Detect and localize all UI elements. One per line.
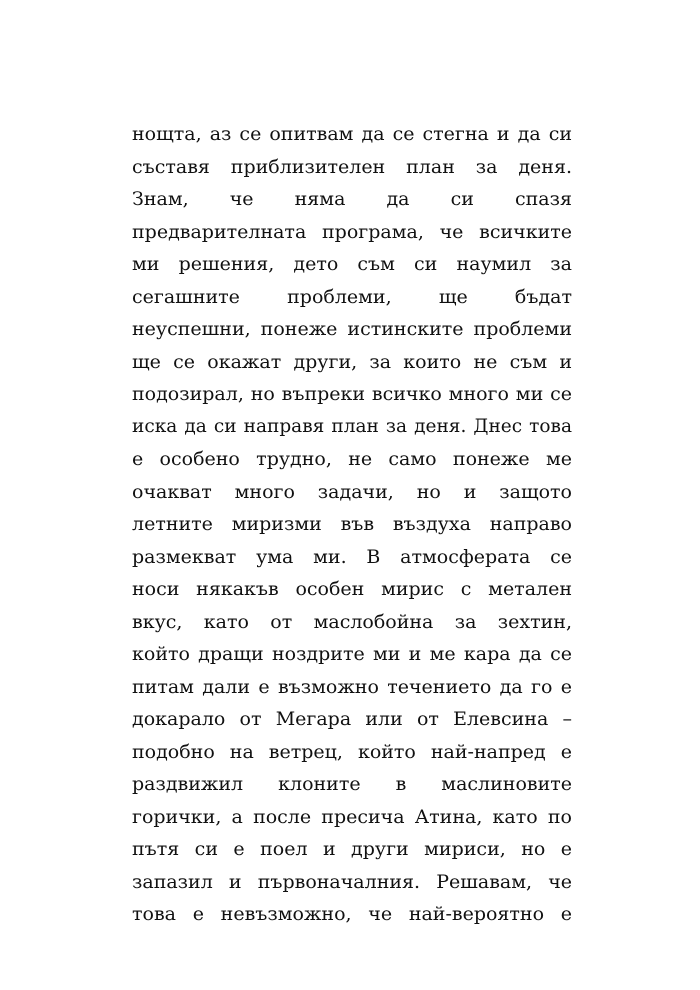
text-line: горички, а после пресича Атина, като по bbox=[132, 805, 572, 828]
text-line: предварителната програма, че всичките bbox=[132, 220, 572, 243]
text-line: подобно на ветрец, който най-напред е bbox=[132, 740, 572, 763]
text-line: раздвижил клоните в маслиновите bbox=[132, 773, 572, 795]
text-line: сегашните проблеми, ще бъдат bbox=[132, 285, 572, 308]
text-line: носи някакъв особен мирис с метален bbox=[132, 578, 572, 600]
text-line: подозирал, но въпреки всичко много ми се bbox=[132, 383, 572, 405]
text-line: очакват много задачи, но и защото bbox=[132, 480, 572, 503]
text-line: летните миризми във въздуха направо bbox=[132, 513, 572, 535]
text-line: пътя си е поел и други мириси, но е bbox=[132, 838, 572, 860]
text-line: размекват ума ми. В атмосферата се bbox=[132, 545, 572, 568]
text-line: това е невъзможно, че най-вероятно е bbox=[132, 903, 572, 925]
text-line: питам дали е възможно течението да го е bbox=[132, 675, 572, 698]
body-text bbox=[132, 118, 572, 931]
text-line: неуспешни, понеже истинските проблеми bbox=[132, 318, 572, 340]
text-line: вкус, като от маслобойна за зехтин, bbox=[132, 610, 572, 633]
text-line: ще се окажат други, за които не съм и bbox=[132, 350, 572, 373]
text-line: ми решения, дето съм си наумил за bbox=[132, 253, 572, 275]
text-line: който дращи ноздрите ми и ме кара да се bbox=[132, 643, 572, 665]
text-line: е особено трудно, не само понеже ме bbox=[132, 448, 572, 470]
text-line: иска да си направя план за деня. Днес това bbox=[132, 415, 572, 437]
text-line: Знам, че няма да си спазя bbox=[132, 188, 572, 210]
text-line: запазил и първоначалния. Решавам, че bbox=[132, 870, 572, 893]
text-line: докарало от Мегара или от Елевсина – bbox=[132, 708, 572, 730]
text-line: нощта, аз се опитвам да се стегна и да си bbox=[132, 123, 572, 145]
text-line: съставя приблизителен план за деня. bbox=[132, 155, 572, 178]
